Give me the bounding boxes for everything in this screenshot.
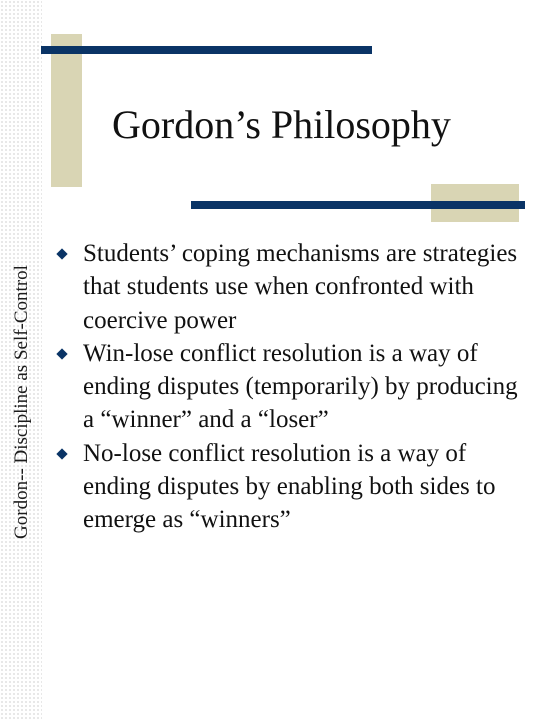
decorative-block-top [51,34,82,187]
bullet-item [56,237,526,337]
bullet-text: No-lose conflict resolution is a way of ending disputes by enabling both sides to emerge as “winners” [83,439,496,534]
bullet-text: Win-lose conflict resolution is a way of ending disputes (temporarily) by producing a “winner” and a “loser” [83,339,518,434]
bullet-text: Students’ coping mechanisms are strategies that students use when confronted with coercive power [83,240,518,334]
bullet-item [56,437,526,537]
bullet-item [56,337,526,437]
diamond-bullet-icon [56,248,67,259]
diamond-bullet-icon [56,448,67,459]
vertical-course-label: Gordon-- Discipline as Self-Control [11,265,32,539]
slide-title: Gordon’s Philosophy [112,102,451,147]
diamond-bullet-icon [56,348,67,359]
decorative-bar-right [191,201,525,209]
bullet-list [56,237,526,537]
decorative-bar-top [41,46,372,54]
